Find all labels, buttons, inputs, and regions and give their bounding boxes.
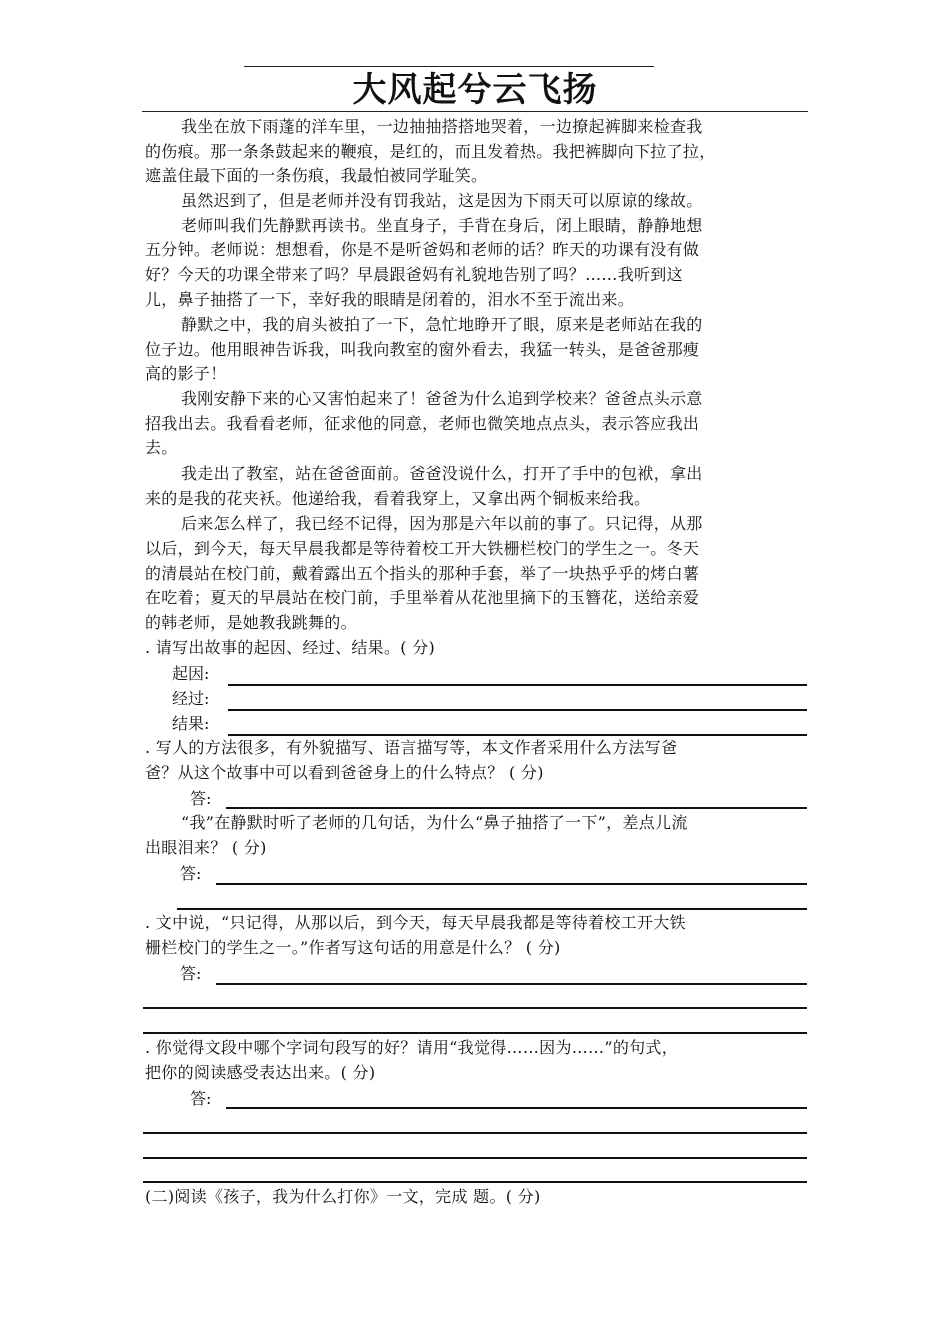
passage-line: 好？今天的功课全带来了吗？早晨跟爸妈有礼貌地告别了吗？……我听到这 — [145, 265, 683, 284]
passage-line: 儿，鼻子抽搭了一下，幸好我的眼睛是闭着的，泪水不至于流出来。 — [145, 290, 635, 309]
q5-answer-line[interactable] — [226, 1107, 807, 1109]
passage-line: 我刚安静下来的心又害怕起来了！爸爸为什么追到学校来？爸爸点头示意 — [181, 389, 703, 408]
question-2-line: 爸？从这个故事中可以看到爸爸身上的什么特点？ ( 分) — [145, 763, 544, 782]
passage-line: 招我出去。我看看老师，征求他的同意，老师也微笑地点点头，表示答应我出 — [145, 414, 700, 433]
q5-answer-line[interactable] — [143, 1181, 807, 1183]
answer-label: 答: — [180, 864, 202, 883]
passage-line: 以后，到今天，每天早晨我都是等待着校工开大铁栅栏校门的学生之一。冬天 — [145, 539, 700, 558]
passage-line: 遮盖住最下面的一条伤痕，我最怕被同学耻笑。 — [145, 166, 488, 185]
passage-line: 五分钟。老师说：想想看，你是不是听爸妈和老师的话？昨天的功课有没有做 — [145, 240, 700, 259]
result-label: 结果: — [172, 714, 210, 733]
q5-answer-line[interactable] — [143, 1132, 807, 1134]
q3-answer-line[interactable] — [216, 883, 807, 885]
passage-line: 我坐在放下雨蓬的洋车里，一边抽抽搭搭地哭着，一边撩起裤脚来检查我 — [181, 117, 703, 136]
question-4-line: 栅栏校门的学生之一。”作者写这句话的用意是什么？ ( 分) — [145, 938, 561, 957]
passage-line: 在吃着；夏天的早晨站在校门前，手里举着从花池里摘下的玉簪花，送给亲爱 — [145, 588, 700, 607]
question-3-line: “我”在静默时听了老师的几句话，为什么“鼻子抽搭了一下”，差点儿流 — [181, 813, 688, 832]
passage-line: 的韩老师，是她教我跳舞的。 — [145, 613, 357, 632]
question-5-line: 把你的阅读感受表达出来。( 分) — [145, 1063, 376, 1082]
q4-answer-line[interactable] — [216, 983, 807, 985]
passage-line: 的伤痕。那一条条鼓起来的鞭痕，是红的，而且发着热。我把裤脚向下拉了拉， — [145, 142, 716, 161]
q2-answer-line[interactable] — [226, 807, 807, 809]
question-1-prompt: . 请写出故事的起因、经过、结果。( 分) — [145, 638, 436, 657]
answer-label: 答: — [180, 964, 202, 983]
q5-answer-line[interactable] — [143, 1157, 807, 1159]
passage-line: 我走出了教室，站在爸爸面前。爸爸没说什么，打开了手中的包袱，拿出 — [181, 464, 703, 483]
page-title: 大风起兮云飞扬 — [352, 70, 598, 110]
header-rule-bottom — [142, 111, 808, 112]
header-rule-top — [244, 66, 654, 67]
passage-line: 高的影子！ — [145, 364, 227, 383]
section-two-heading: (二)阅读《孩子，我为什么打你》一文，完成 题。( 分) — [145, 1187, 541, 1206]
answer-label: 答: — [190, 789, 212, 808]
process-answer-line[interactable] — [228, 709, 807, 711]
passage-line: 的清晨站在校门前，戴着露出五个指头的那种手套，举了一块热乎乎的烤白薯 — [145, 564, 700, 583]
question-3-line: 出眼泪来？ ( 分) — [145, 838, 267, 857]
passage-line: 位子边。他用眼神告诉我，叫我向教室的窗外看去，我猛一转头，是爸爸那瘦 — [145, 340, 700, 359]
passage-line: 虽然迟到了，但是老师并没有罚我站，这是因为下雨天可以原谅的缘故。 — [181, 191, 703, 210]
question-2-line: . 写人的方法很多，有外貌描写、语言描写等，本文作者采用什么方法写爸 — [145, 738, 678, 757]
question-4-line: . 文中说，“只记得，从那以后，到今天，每天早晨我都是等待着校工开大铁 — [145, 913, 686, 932]
passage-line: 老师叫我们先静默再读书。坐直身子，手背在身后，闭上眼睛，静静地想 — [181, 216, 703, 235]
passage-line: 后来怎么样了，我已经不记得，因为那是六年以前的事了。只记得，从那 — [181, 514, 703, 533]
answer-label: 答: — [190, 1089, 212, 1108]
q4-answer-line[interactable] — [143, 1032, 807, 1034]
cause-answer-line[interactable] — [228, 684, 807, 686]
process-label: 经过: — [172, 689, 210, 708]
question-5-line: . 你觉得文段中哪个字词句段写的好？请用“我觉得……因为……”的句式， — [145, 1038, 679, 1057]
q4-answer-line[interactable] — [143, 1007, 807, 1009]
q3-answer-line[interactable] — [177, 908, 807, 910]
cause-label: 起因: — [172, 664, 210, 683]
passage-line: 来的是我的花夹袄。他递给我，看着我穿上，又拿出两个铜板来给我。 — [145, 489, 651, 508]
passage-line: 静默之中，我的肩头被拍了一下，急忙地睁开了眼，原来是老师站在我的 — [181, 315, 703, 334]
passage-line: 去。 — [145, 438, 178, 457]
